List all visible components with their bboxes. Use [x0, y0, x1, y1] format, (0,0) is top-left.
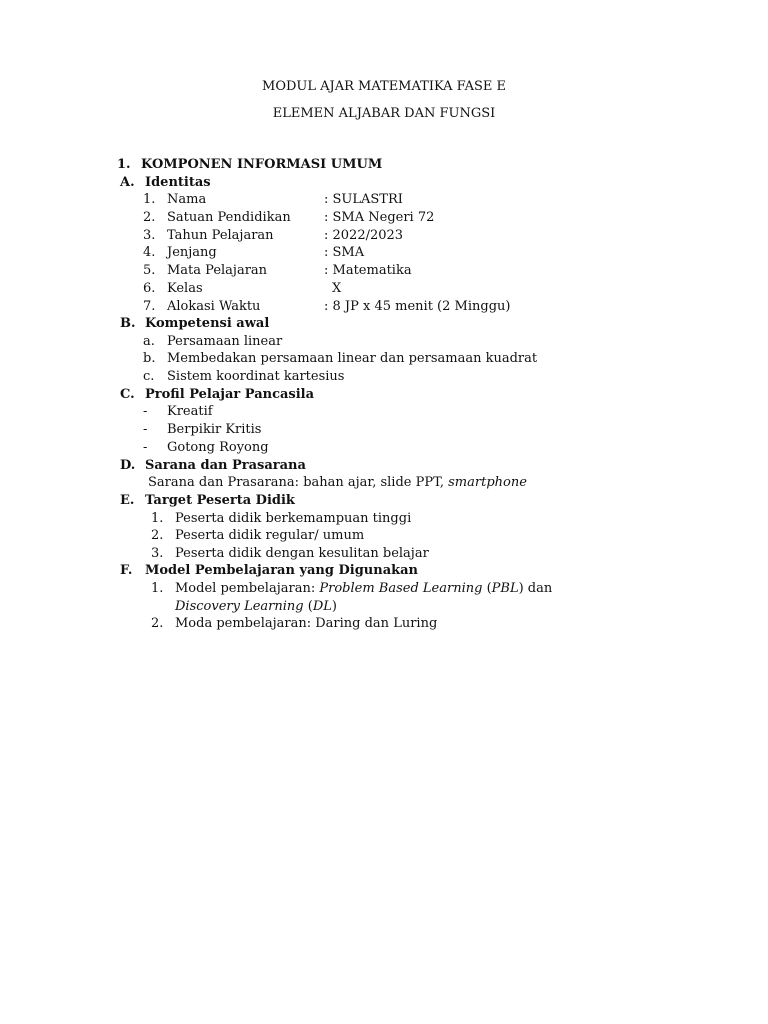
list-item-marker: a. [143, 334, 155, 349]
identity-num: 5. [143, 263, 156, 278]
learning-model-and: dan [527, 581, 553, 596]
doc-title-line2: ELEMEN ALJABAR DAN FUNGSI [272, 106, 496, 121]
identity-value: : SMA Negeri 72 [324, 210, 435, 225]
identity-num: 7. [143, 299, 156, 314]
facilities-text-italic: smartphone [448, 475, 527, 490]
learning-model-pbl-close: ) [518, 581, 524, 596]
identity-label: Satuan Pendidikan [167, 210, 291, 225]
subsection-e-letter: E. [120, 493, 135, 508]
identity-label: Tahun Pelajaran [167, 228, 274, 243]
list-item: Berpikir Kritis [167, 422, 262, 437]
facilities-text-plain: Sarana dan Prasarana: bahan ajar, slide PPT, [148, 475, 444, 490]
learning-model-pbl-open: ( [486, 581, 492, 596]
subsection-c-letter: C. [120, 387, 135, 402]
list-item-marker: - [143, 404, 148, 419]
identity-value: : 8 JP x 45 menit (2 Minggu) [324, 299, 511, 314]
identity-value: : 2022/2023 [324, 228, 404, 243]
list-item: Peserta didik regular/ umum [175, 528, 365, 543]
learning-model-dl-abbr: DL [312, 599, 332, 614]
identity-value: : SULASTRI [324, 192, 403, 207]
list-item: Sistem koordinat kartesius [167, 369, 345, 384]
list-item-marker: c. [143, 369, 155, 384]
learning-model-dl: Discovery Learning [175, 599, 304, 614]
identity-num: 1. [143, 192, 156, 207]
list-item-marker: 2. [151, 528, 164, 543]
list-item: Kreatif [167, 404, 213, 419]
subsection-a-letter: A. [120, 175, 135, 190]
subsection-d-title: Sarana dan Prasarana [145, 458, 306, 473]
list-item: Peserta didik berkemampuan tinggi [175, 511, 412, 526]
list-item-marker: - [143, 422, 148, 437]
facilities-text [148, 474, 527, 492]
learning-model-line2 [175, 598, 337, 616]
subsection-f-letter: F. [120, 563, 133, 578]
list-item-marker: 3. [151, 546, 164, 561]
learning-model-line1 [175, 580, 552, 598]
subsection-b-title: Kompetensi awal [145, 316, 270, 331]
identity-label: Kelas [167, 281, 203, 296]
identity-value: : Matematika [324, 263, 412, 278]
list-item: Peserta didik dengan kesulitan belajar [175, 546, 429, 561]
list-item-marker: 1. [151, 511, 164, 526]
identity-value: X [332, 281, 342, 296]
list-item: Gotong Royong [167, 440, 269, 455]
list-item: Membedakan persamaan linear dan persamaan kuadrat [167, 351, 538, 366]
identity-label: Mata Pelajaran [167, 263, 268, 278]
learning-model-dl-close: ) [331, 599, 337, 614]
subsection-f-title: Model Pembelajaran yang Digunakan [145, 563, 418, 578]
learning-mode: Moda pembelajaran: Daring dan Luring [175, 616, 438, 631]
doc-title-line1: MODUL AJAR MATEMATIKA FASE E [262, 79, 506, 94]
subsection-b-letter: B. [120, 316, 136, 331]
learning-model-pbl-abbr: PBL [491, 581, 519, 596]
list-item-marker: b. [143, 351, 156, 366]
subsection-c-title: Profil Pelajar Pancasila [145, 387, 315, 402]
identity-label: Jenjang [167, 245, 217, 260]
learning-model-pbl: Problem Based Learning [319, 581, 483, 596]
learning-model-prefix: Model pembelajaran: [175, 581, 316, 596]
subsection-d-letter: D. [120, 458, 136, 473]
section-title: KOMPONEN INFORMASI UMUM [141, 157, 383, 172]
identity-num: 3. [143, 228, 156, 243]
list-item: Persamaan linear [167, 334, 283, 349]
identity-label: Nama [167, 192, 207, 207]
list-item-marker: 2. [151, 616, 164, 631]
subsection-a-title: Identitas [145, 175, 211, 190]
list-item-marker: - [143, 440, 148, 455]
learning-model-dl-open: ( [307, 599, 313, 614]
identity-num: 2. [143, 210, 156, 225]
identity-value: : SMA [324, 245, 365, 260]
identity-num: 6. [143, 281, 156, 296]
subsection-e-title: Target Peserta Didik [145, 493, 295, 508]
section-number: 1. [117, 157, 131, 172]
list-item-marker: 1. [151, 581, 164, 596]
identity-label: Alokasi Waktu [167, 299, 261, 314]
identity-num: 4. [143, 245, 156, 260]
